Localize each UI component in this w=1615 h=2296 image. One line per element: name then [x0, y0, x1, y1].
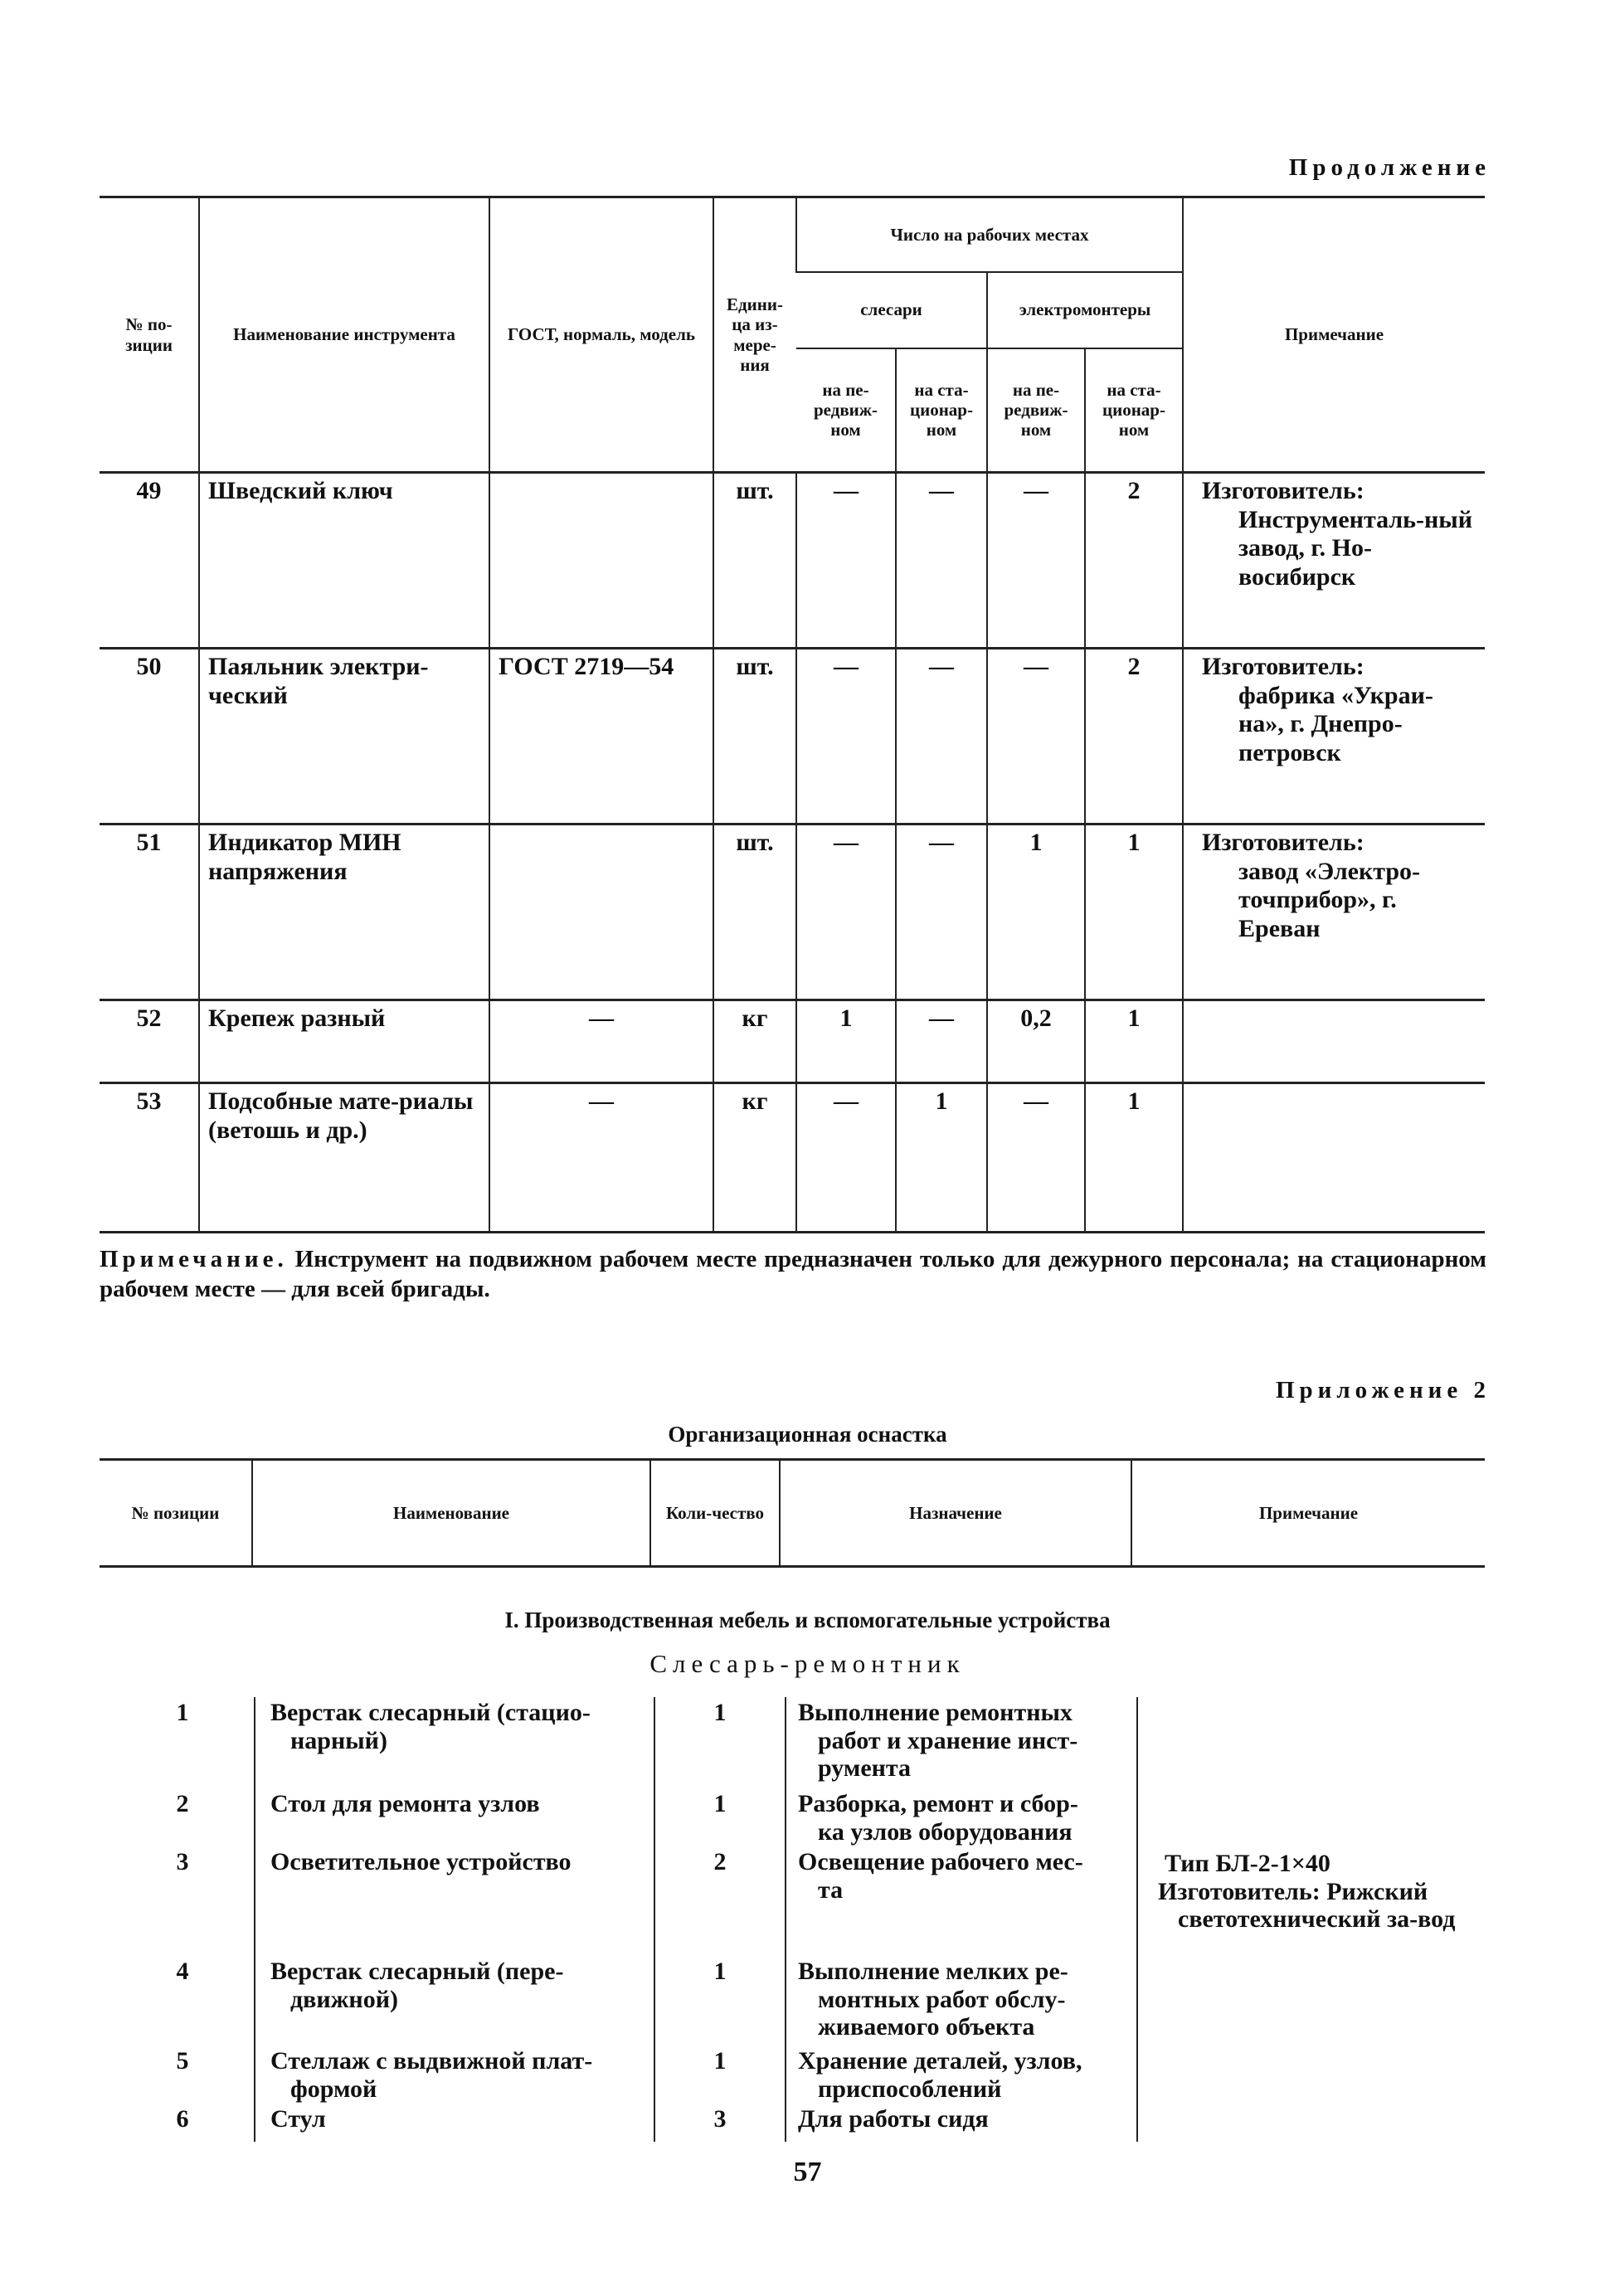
header-stationary: на ста-ционар-ном — [1085, 348, 1183, 473]
row-locksmith-stationary: — — [896, 473, 987, 649]
row-position: 52 — [100, 1000, 199, 1083]
row-locksmith-stationary: — — [896, 1000, 987, 1083]
item-purpose-line: Выполнение ремонтных — [798, 1699, 1073, 1726]
table-row — [100, 1000, 1485, 1083]
row-electrician-mobile: — — [987, 649, 1085, 825]
item-purpose — [798, 2047, 1130, 2103]
header-count-group: Число на рабочих местах — [796, 197, 1183, 272]
row-unit: кг — [713, 1083, 796, 1233]
row-locksmith-mobile: — — [796, 473, 896, 649]
header-position: № позиции — [100, 1460, 252, 1567]
row-unit: шт. — [713, 825, 796, 1000]
row-note — [1183, 473, 1485, 649]
header-position: № по-зиции — [100, 197, 199, 473]
row-unit: шт. — [713, 649, 796, 825]
item-name-line: Стеллаж с выдвижной плат- — [270, 2047, 593, 2075]
row-locksmith-mobile: 1 — [796, 1000, 896, 1083]
row-locksmith-mobile: — — [796, 1083, 896, 1233]
row-name: Индикатор МИН напряжения — [199, 825, 489, 1000]
table-row — [100, 649, 1485, 825]
item-purpose-line: ка узлов оборудования — [818, 1817, 1073, 1846]
continuation-label: Продолжение — [1288, 154, 1491, 181]
header-stationary: на ста-ционар-ном — [896, 348, 987, 473]
row-electrician-mobile: — — [987, 1083, 1085, 1233]
row-unit: кг — [713, 1000, 796, 1083]
equipment-table-header — [100, 1458, 1485, 1568]
item-qty: 1 — [713, 1790, 727, 1817]
item-name — [270, 1848, 644, 1876]
row-name: Подсобные мате-риалы (ветошь и др.) — [199, 1083, 489, 1233]
item-name-line: Верстак слесарный (стацио- — [270, 1699, 591, 1726]
note-rest: Инструменталь-ный завод, г. Но-восибирск — [1238, 505, 1473, 591]
item-qty: 1 — [713, 2047, 727, 2075]
item-name-line: Стул — [270, 2105, 326, 2133]
header-mobile: на пе-редвиж-ном — [796, 348, 896, 473]
row-unit: шт. — [713, 473, 796, 649]
row-note — [1183, 649, 1485, 825]
item-name — [270, 1958, 644, 2013]
item-name — [270, 2105, 644, 2133]
note-lead: Изготовитель: — [1202, 829, 1364, 856]
row-locksmith-mobile: — — [796, 649, 896, 825]
item-name — [270, 1790, 644, 1818]
subsection-title: Слесарь-ремонтник — [649, 1649, 966, 1678]
header-electricians: электромонтеры — [987, 272, 1183, 348]
item-name — [270, 2047, 644, 2103]
note-lead: Изготовитель: — [1202, 653, 1364, 680]
header-note: Примечание — [1183, 197, 1485, 473]
note-lead: Изготовитель: — [1202, 477, 1364, 504]
table-row — [100, 473, 1485, 649]
item-note-lead: Изготовитель: Рижский — [1158, 1877, 1428, 1905]
row-gost — [489, 473, 713, 649]
row-name: Крепеж разный — [199, 1000, 489, 1083]
item-purpose-line: Разборка, ремонт и сбор- — [798, 1790, 1078, 1817]
row-electrician-stationary: 2 — [1085, 473, 1183, 649]
row-note — [1183, 1000, 1485, 1083]
item-purpose — [798, 1699, 1130, 1783]
header-locksmiths: слесари — [796, 272, 987, 348]
row-electrician-stationary: 2 — [1085, 649, 1183, 825]
row-note — [1183, 1083, 1485, 1233]
row-gost: — — [489, 1083, 713, 1233]
section-title: I. Производственная мебель и вспомогательные устройства — [504, 1608, 1111, 1632]
note-paragraph-text: Инструмент на подвижном рабочем месте предназначен только для дежурного персонала; на стационарном рабочем месте — для всей бригады. — [100, 1246, 1486, 1303]
item-name-line: формой — [290, 2075, 377, 2103]
appendix-label: Приложение 2 — [1276, 1377, 1491, 1403]
row-position: 50 — [100, 649, 199, 825]
header-purpose: Назначение — [780, 1460, 1131, 1567]
header-name: Наименование — [252, 1460, 650, 1567]
item-qty: 3 — [713, 2105, 727, 2133]
row-position: 49 — [100, 473, 199, 649]
header-note: Примечание — [1131, 1460, 1485, 1567]
item-purpose-line: Освещение рабочего мес- — [798, 1848, 1083, 1875]
row-electrician-mobile: 0,2 — [987, 1000, 1085, 1083]
item-purpose — [798, 1790, 1130, 1846]
item-purpose-line: работ и хранение инст-румента — [818, 1726, 1078, 1783]
item-purpose — [798, 2105, 1130, 2133]
item-purpose — [798, 1958, 1130, 2041]
row-locksmith-stationary: — — [896, 649, 987, 825]
row-name: Шведский ключ — [199, 473, 489, 649]
row-electrician-mobile: 1 — [987, 825, 1085, 1000]
note-rest: фабрика «Украи-на», г. Днепро-петровск — [1238, 681, 1433, 766]
item-purpose-line: Для работы сидя — [798, 2105, 989, 2133]
item-name-line: Осветительное устройство — [270, 1848, 572, 1875]
item-note — [1158, 1850, 1490, 1934]
item-purpose-line: приспособлений — [818, 2075, 1002, 2103]
header-qty: Коли-чество — [650, 1460, 780, 1567]
item-position: 2 — [176, 1790, 189, 1817]
item-qty: 1 — [713, 1958, 727, 1985]
item-purpose — [798, 1848, 1130, 1904]
item-purpose-line: Хранение деталей, узлов, — [798, 2047, 1082, 2075]
row-electrician-stationary: 1 — [1085, 1083, 1183, 1233]
row-locksmith-mobile: — — [796, 825, 896, 1000]
item-name — [270, 1699, 644, 1754]
column-divider — [254, 1697, 255, 2142]
header-name: Наименование инструмента — [199, 197, 489, 473]
item-position: 5 — [176, 2047, 189, 2075]
row-locksmith-stationary: — — [896, 825, 987, 1000]
item-purpose-line: монтных работ обслу-живаемого объекта — [818, 1985, 1066, 2041]
item-purpose-line: Выполнение мелких ре- — [798, 1958, 1068, 1985]
item-position: 3 — [176, 1848, 189, 1875]
header-gost: ГОСТ, нормаль, модель — [489, 197, 713, 473]
item-purpose-line: та — [818, 1875, 844, 1904]
row-gost — [489, 825, 713, 1000]
note-rest: завод «Электро-точприбор», г. Ереван — [1238, 857, 1421, 942]
item-qty: 2 — [713, 1848, 727, 1875]
column-divider — [785, 1697, 786, 2142]
item-name-line: Стол для ремонта узлов — [270, 1790, 540, 1817]
page-number: 57 — [793, 2157, 822, 2187]
row-electrician-mobile: — — [987, 473, 1085, 649]
header-unit: Едини-ца из-мере-ния — [713, 197, 796, 473]
item-position: 6 — [176, 2105, 189, 2133]
row-electrician-stationary: 1 — [1085, 825, 1183, 1000]
table-row — [100, 1083, 1485, 1233]
item-name-line: движной) — [290, 1985, 398, 2013]
item-position: 4 — [176, 1958, 189, 1985]
row-note — [1183, 825, 1485, 1000]
row-gost: — — [489, 1000, 713, 1083]
row-position: 51 — [100, 825, 199, 1000]
row-name: Паяльник электри-ческий — [199, 649, 489, 825]
item-name-line: Верстак слесарный (пере- — [270, 1958, 564, 1985]
table-row — [100, 825, 1485, 1000]
appendix-title: Организационная оснастка — [668, 1422, 947, 1447]
row-electrician-stationary: 1 — [1085, 1000, 1183, 1083]
column-divider — [1136, 1697, 1138, 2142]
item-position: 1 — [176, 1699, 189, 1726]
item-note-type: Тип БЛ-2-1×40 — [1165, 1850, 1330, 1877]
note-paragraph — [100, 1244, 1486, 1305]
row-locksmith-stationary: 1 — [896, 1083, 987, 1233]
column-divider — [654, 1697, 655, 2142]
row-gost: ГОСТ 2719—54 — [489, 649, 713, 825]
header-mobile: на пе-редвиж-ном — [987, 348, 1085, 473]
item-qty: 1 — [713, 1699, 727, 1726]
row-position: 53 — [100, 1083, 199, 1233]
item-name-line: нарный) — [290, 1726, 387, 1754]
instruments-table — [100, 196, 1485, 1233]
note-paragraph-lead: Примечание. — [100, 1246, 288, 1272]
item-note-rest: светотехнический за-вод — [1178, 1905, 1456, 1934]
